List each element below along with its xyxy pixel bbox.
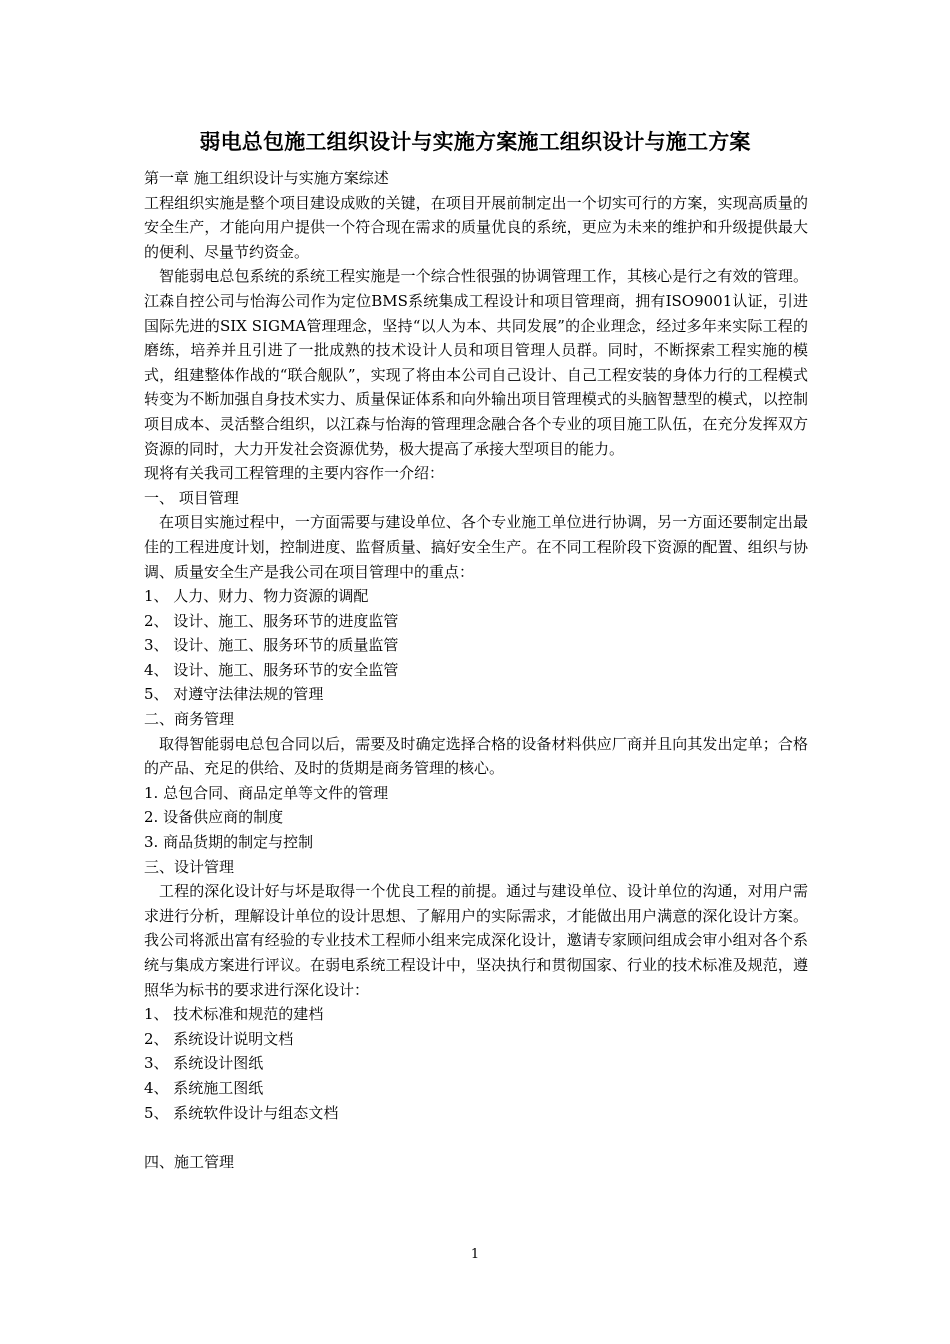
list-item: 2、 系统设计说明文档 bbox=[144, 1029, 294, 1048]
list-item: 5、 对遵守法律法规的管理 bbox=[144, 685, 324, 704]
section-paragraph: 取得智能弱电总包合同以后，需要及时确定选择合格的设备材料供应厂商并且向其发出定单；合格的产品、充足的供给、及时的货期是商务管理的核心。 bbox=[144, 734, 808, 778]
section-heading-business-management: 二、商务管理 bbox=[144, 710, 235, 729]
document-body bbox=[144, 166, 808, 1174]
section-paragraph: 在项目实施过程中，一方面需要与建设单位、各个专业施工单位进行协调，另一方面还要制定出最佳的工程进度计划，控制进度、监督质量、搞好安全生产。在不同工程阶段下资源的配置、组织与协调、质量安全生产是我公司在项目管理中的重点： bbox=[144, 513, 808, 581]
list-item: 5、 系统软件设计与组态文档 bbox=[144, 1103, 339, 1122]
list-item: 3. 商品货期的制定与控制 bbox=[144, 833, 314, 852]
list-item: 1、 技术标准和规范的建档 bbox=[144, 1005, 324, 1024]
list-item: 1. 总包合同、商品定单等文件的管理 bbox=[144, 783, 389, 802]
intro-line: 现将有关我司工程管理的主要内容作一介绍： bbox=[144, 464, 445, 483]
list-item: 2、 设计、施工、服务环节的进度监管 bbox=[144, 611, 399, 630]
list-item: 1、 人力、财力、物力资源的调配 bbox=[144, 587, 369, 606]
list-item: 4、 系统施工图纸 bbox=[144, 1078, 264, 1097]
intro-paragraph: 工程组织实施是整个项目建设成败的关键，在项目开展前制定出一个切实可行的方案，实现高质量的安全生产，才能向用户提供一个符合现在需求的质量优良的系统，更应为未来的维护和升级提供最大的便利、尽量节约资金。 bbox=[144, 193, 808, 261]
list-item: 3、 设计、施工、服务环节的质量监管 bbox=[144, 636, 399, 655]
list-item: 2. 设备供应商的制度 bbox=[144, 808, 284, 827]
list-item: 4、 设计、施工、服务环节的安全监管 bbox=[144, 660, 399, 679]
page-number: 1 bbox=[470, 1247, 480, 1262]
section-heading-design-management: 三、设计管理 bbox=[144, 857, 235, 876]
list-item: 3、 系统设计图纸 bbox=[144, 1054, 264, 1073]
section-heading-construction-management: 四、施工管理 bbox=[144, 1152, 235, 1171]
body-paragraph: 智能弱电总包系统的系统工程实施是一个综合性很强的协调管理工作，其核心是行之有效的管理。江森自控公司与怡海公司作为定位BMS系统集成工程设计和项目管理商，拥有ISO9001认证，引进国际先进的SIX SIGMA管理理念，坚持“以人为本、共同发展”的企业理念，经过多年来实际工程的磨练，培养并且引进了一批成熟的技术设计人员和项目管理人员群。同时，不断探索工程实施的模式，组建整体作战的“联合舰队”，实现了将由本公司自己设计、自己工程安装的身体力行的工程模式转变为不断加强自身技术实力、质量保证体系和向外输出项目管理模式的头脑智慧型的模式，以控制项目成本、灵活整合组织，以江森与怡海的管理理念融合各个专业的项目施工队伍，在充分发挥双方资源的同时，大力开发社会资源优势，极大提高了承接大型项目的能力。 bbox=[144, 267, 808, 458]
section-paragraph: 工程的深化设计好与坏是取得一个优良工程的前提。通过与建设单位、设计单位的沟通，对用户需求进行分析，理解设计单位的设计思想、了解用户的实际需求，才能做出用户满意的深化设计方案。我公司将派出富有经验的专业技术工程师小组来完成深化设计，邀请专家顾问组成会审小组对各个系统与集成方案进行评议。在弱电系统工程设计中，坚决执行和贯彻国家、行业的技术标准及规范，遵照华为标书的要求进行深化设计： bbox=[144, 882, 808, 999]
blank-line bbox=[144, 1125, 808, 1150]
document-title: 弱电总包施工组织设计与实施方案施工组织设计与施工方案 bbox=[199, 130, 751, 154]
chapter-heading: 第一章 施工组织设计与实施方案综述 bbox=[144, 169, 389, 187]
section-heading-project-management: 一、 项目管理 bbox=[144, 488, 239, 507]
